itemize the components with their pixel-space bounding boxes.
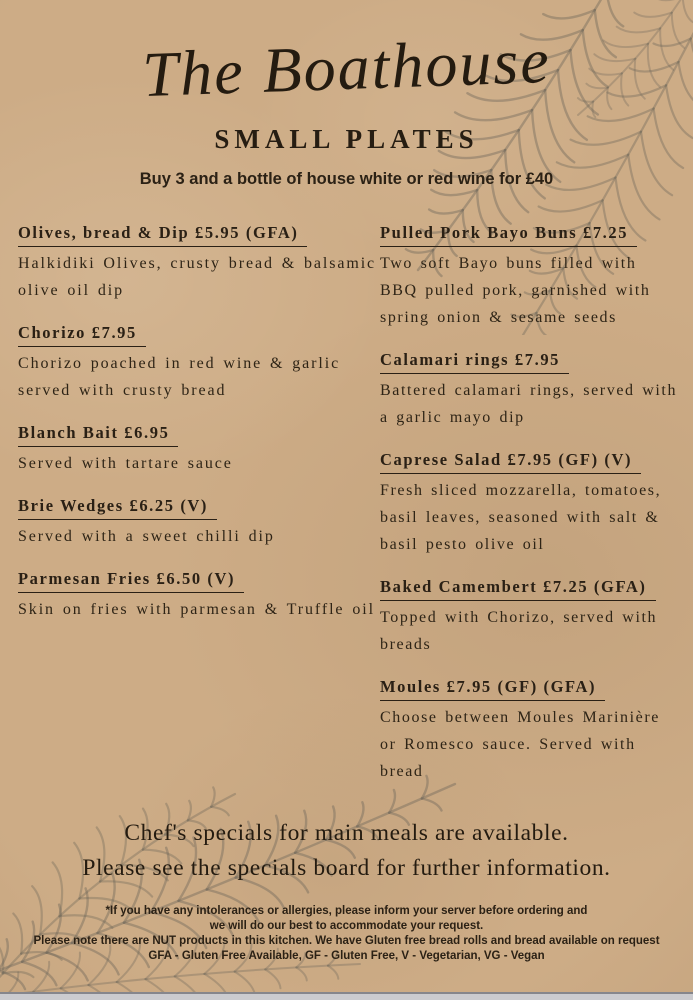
- menu-item: [380, 675, 681, 785]
- menu-item-description: Topped with Chorizo, served with breads: [380, 609, 658, 653]
- fine-print-line-3: Please note there are NUT products in this kitchen. We have Gluten free bread rolls and bread available on request: [33, 935, 660, 947]
- menu-item: [380, 448, 681, 558]
- photo-bottom-edge: [0, 992, 693, 1000]
- menu-item: [380, 221, 681, 331]
- menu-item-description: Served with tartare sauce: [18, 455, 233, 472]
- menu-item: [380, 348, 681, 431]
- specials-line-2: Please see the specials board for further information.: [82, 855, 611, 881]
- menu-item-title: Chorizo £7.95: [18, 321, 146, 347]
- menu-content: [0, 14, 693, 886]
- menu-columns: [0, 221, 693, 802]
- menu-item-title: Parmesan Fries £6.50 (V): [18, 567, 244, 593]
- menu-column-left: [18, 221, 380, 802]
- menu-item-description: Battered calamari rings, served with a garlic mayo dip: [380, 382, 678, 426]
- menu-item-description: Served with a sweet chilli dip: [18, 528, 275, 545]
- menu-item-description: Skin on fries with parmesan & Truffle oil: [18, 601, 375, 618]
- menu-item-description: Halkidiki Olives, crusty bread & balsamic olive oil dip: [18, 255, 377, 299]
- menu-item: [18, 321, 380, 404]
- allergy-fine-print: [0, 904, 693, 964]
- menu-item-title: Olives, bread & Dip £5.95 (GFA): [18, 221, 307, 247]
- menu-item-description: Two soft Bayo buns filled with BBQ pulled pork, garnished with spring onion & sesame seeds: [380, 255, 651, 326]
- menu-item-description: Chorizo poached in red wine & garlic served with crusty bread: [18, 355, 341, 399]
- fine-print-line-4: GFA - Gluten Free Available, GF - Gluten Free, V - Vegetarian, VG - Vegan: [148, 950, 545, 962]
- restaurant-name: The Boathouse: [141, 24, 552, 111]
- menu-item-title: Blanch Bait £6.95: [18, 421, 178, 447]
- offer-banner: Buy 3 and a bottle of house white or red wine for £40: [139, 170, 554, 188]
- menu-item: [18, 567, 380, 623]
- menu-item-description: Choose between Moules Marinière or Romesco sauce. Served with bread: [380, 709, 660, 780]
- menu-item-title: Baked Camembert £7.25 (GFA): [380, 575, 656, 601]
- specials-line-1: Chef's specials for main meals are available.: [124, 820, 569, 846]
- menu-item-title: Caprese Salad £7.95 (GF) (V): [380, 448, 641, 474]
- menu-item: [18, 494, 380, 550]
- menu-item: [380, 575, 681, 658]
- menu-item: [18, 421, 380, 477]
- fine-print-line-1: *If you have any intolerances or allergies, please inform your server before ordering and: [105, 905, 588, 917]
- menu-item-title: Moules £7.95 (GF) (GFA): [380, 675, 605, 701]
- menu-column-right: [380, 221, 681, 802]
- menu-item: [18, 221, 380, 304]
- page-title: SMALL PLATES: [214, 124, 479, 154]
- menu-item-title: Calamari rings £7.95: [380, 348, 569, 374]
- menu-item-title: Brie Wedges £6.25 (V): [18, 494, 217, 520]
- specials-notice: [0, 816, 693, 886]
- menu-item-description: Fresh sliced mozzarella, tomatoes, basil leaves, seasoned with salt & basil pesto olive oil: [380, 482, 662, 553]
- menu-item-title: Pulled Pork Bayo Buns £7.25: [380, 221, 637, 247]
- fine-print-line-2: we will do our best to accommodate your request.: [209, 920, 484, 932]
